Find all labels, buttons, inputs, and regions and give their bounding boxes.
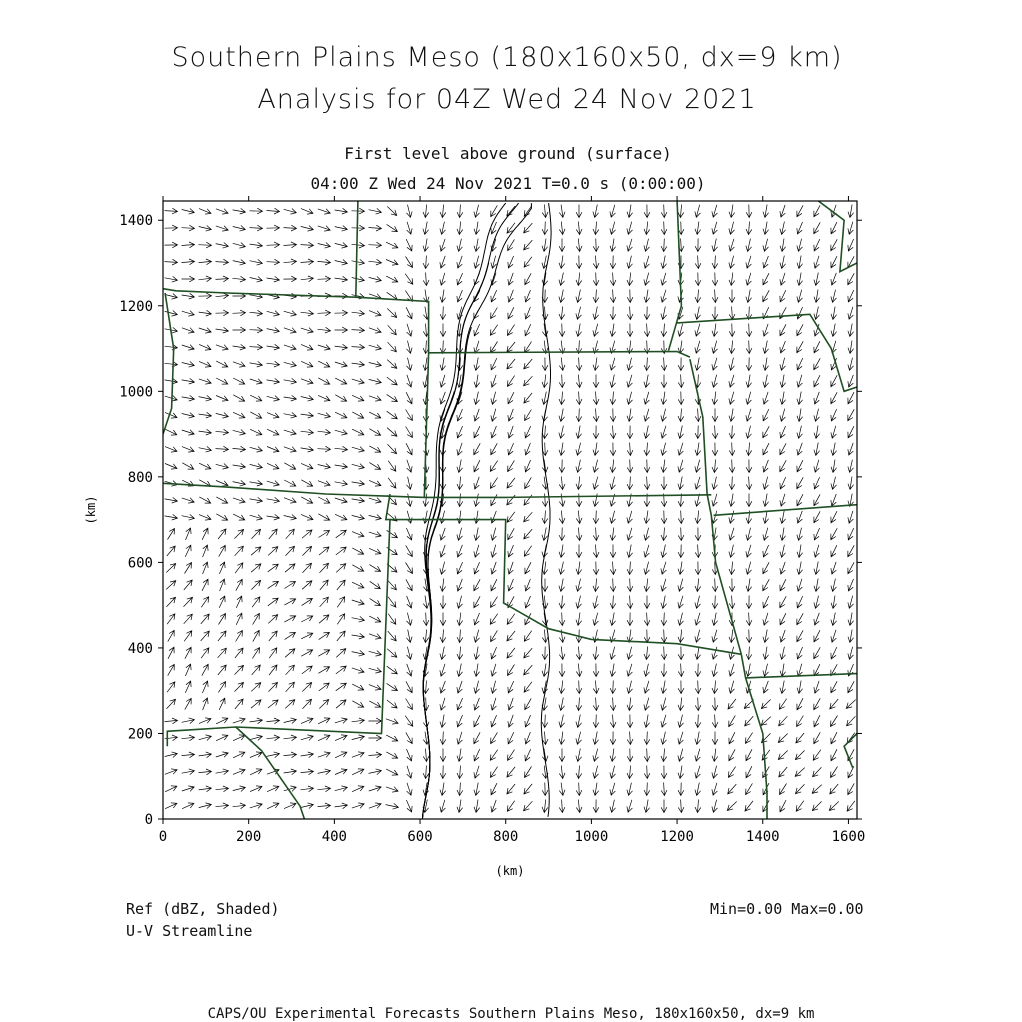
chart-title-line2: Analysis for 04Z Wed 24 Nov 2021 (257, 84, 757, 115)
state-border (746, 674, 857, 678)
y-tick-label: 1200 (119, 298, 153, 315)
streamline (423, 203, 519, 817)
y-tick-label: 600 (127, 555, 153, 572)
min-max-readout: Min=0.00 Max=0.00 (710, 900, 864, 918)
x-tick-label: 800 (493, 829, 519, 845)
x-tick-label: 0 (158, 829, 168, 845)
state-border (163, 483, 711, 497)
state-border (669, 201, 682, 351)
x-tick-label: 1200 (660, 829, 694, 845)
legend-vector: U-V Streamline (126, 922, 253, 940)
state-border (167, 520, 390, 747)
legend-field: Ref (dBZ, Shaded) (126, 900, 280, 918)
x-tick-label: 400 (321, 829, 348, 845)
y-tick-label: 800 (127, 469, 153, 486)
x-tick-label: 200 (236, 829, 262, 845)
footer-caption: CAPS/OU Experimental Forecasts Southern Plains Meso, 180x160x50, dx=9 km (207, 1006, 815, 1022)
state-border (386, 494, 742, 654)
x-tick-label: 600 (407, 829, 433, 845)
plot-area (163, 201, 857, 819)
y-tick-label: 1000 (119, 384, 153, 401)
y-tick-label: 400 (127, 640, 153, 657)
y-tick-label: 0 (144, 812, 153, 828)
x-axis-label: (km) (495, 864, 525, 878)
y-axis-label: (km) (84, 495, 98, 525)
y-tick-label: 200 (127, 726, 153, 743)
x-tick-label: 1000 (574, 829, 609, 845)
chart-title-line1: Southern Plains Meso (180x160x50, dx=9 km) (171, 42, 843, 73)
y-tick-label: 1400 (119, 213, 153, 230)
chart-subtitle-level: First level above ground (surface) (344, 144, 672, 163)
wind-arrows (165, 205, 856, 813)
x-tick-label: 1600 (831, 829, 866, 845)
state-border (163, 289, 356, 298)
chart-subtitle-time: 04:00 Z Wed 24 Nov 2021 T=0.0 s (0:00:00) (310, 174, 706, 193)
x-tick-label: 1400 (745, 829, 780, 845)
